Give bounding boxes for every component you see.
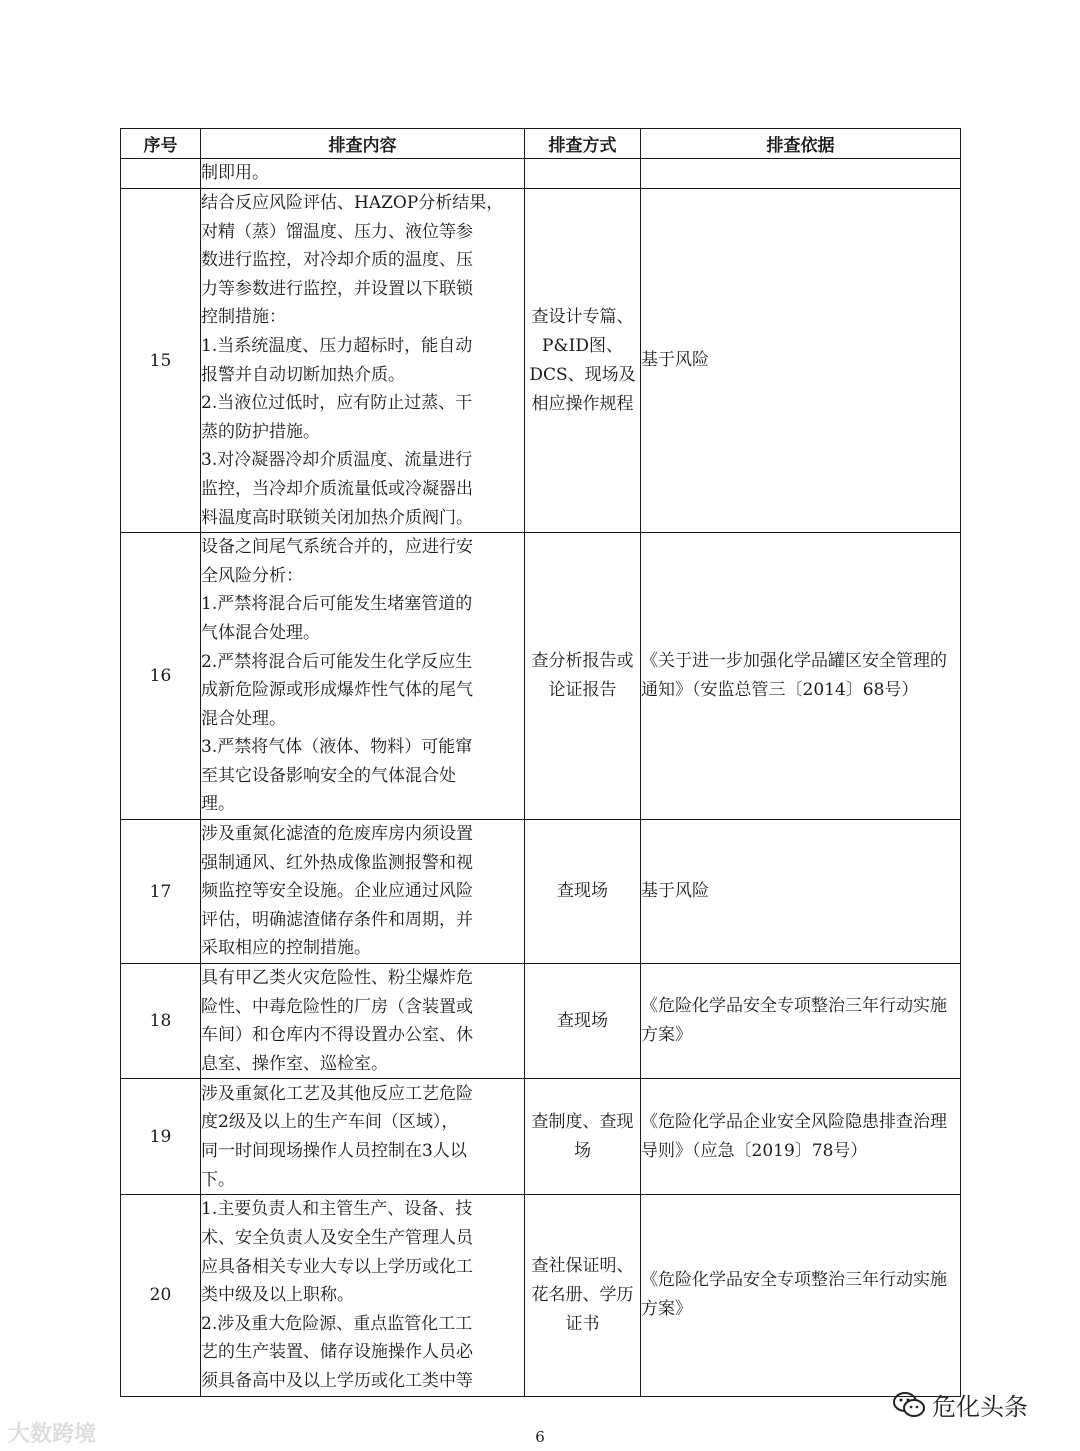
- row-number: 19: [121, 1079, 201, 1195]
- header-method: 排查方式: [525, 129, 641, 159]
- content-line: 2.当液位过低时，应有防止过蒸、干: [201, 393, 473, 414]
- content-line: 3.严禁将气体（液体、物料）可能窜: [201, 737, 473, 758]
- continuation-content: [201, 159, 525, 189]
- content-line: 1.主要负责人和主管生产、设备、技: [201, 1199, 473, 1220]
- row-basis: 《危险化学品企业安全风险隐患排查治理导则》（应急〔2019〕78号）: [641, 1079, 961, 1195]
- row-method: 查现场: [525, 964, 641, 1079]
- row-method: 查现场: [525, 820, 641, 964]
- content-line: 至其它设备影响安全的气体混合处: [201, 765, 456, 786]
- content-line: 数进行监控，对冷却介质的温度、压: [201, 250, 473, 271]
- row-number: 18: [121, 964, 201, 1079]
- row-content: [201, 1079, 525, 1195]
- content-line: 术、安全负责人及安全生产管理人员: [201, 1228, 473, 1248]
- row-method: 查制度、查现场: [525, 1079, 641, 1195]
- row-number: 17: [121, 820, 201, 964]
- content-line: 1.当系统温度、压力超标时，能自动: [201, 335, 473, 356]
- row-basis: 基于风险: [641, 820, 961, 964]
- content-line: 下。: [201, 1169, 235, 1190]
- content-line: 1.严禁将混合后可能发生堵塞管道的: [201, 594, 473, 615]
- content-line: 评估，明确滤渣储存条件和周期，并: [201, 909, 473, 930]
- content-line: 成新危险源或形成爆炸性气体的尾气: [201, 680, 473, 701]
- continuation-row: [121, 159, 961, 189]
- content-line: 具有甲乙类火灾危险性、粉尘爆炸危: [201, 968, 473, 989]
- continuation-method: [525, 159, 641, 189]
- content-line: 强制通风、红外热成像监测报警和视: [201, 852, 473, 873]
- content-line: 2.严禁将混合后可能发生化学反应生: [201, 651, 473, 672]
- content-line: 设备之间尾气系统合并的，应进行安: [201, 537, 473, 558]
- content-line: 息室、操作室、巡检室。: [201, 1053, 388, 1074]
- header-basis: 排查依据: [641, 129, 961, 159]
- content-line: 2.涉及重大危险源、重点监管化工工: [201, 1313, 473, 1334]
- content-line: 混合处理。: [201, 708, 286, 729]
- row-number: 16: [121, 533, 201, 820]
- row-method: 查分析报告或论证报告: [525, 533, 641, 820]
- row-basis: 《危险化学品安全专项整治三年行动实施方案》: [641, 964, 961, 1079]
- table-row: [121, 964, 961, 1079]
- wechat-icon: [892, 1390, 926, 1420]
- content-line: 频监控等安全设施。企业应通过风险: [201, 881, 473, 902]
- content-line: 涉及重氮化工艺及其他反应工艺危险: [201, 1083, 473, 1104]
- table-row: [121, 820, 961, 964]
- row-number: 20: [121, 1195, 201, 1396]
- header-row: [121, 129, 961, 159]
- content-line: 报警并自动切断加热介质。: [201, 364, 405, 385]
- row-content: [201, 533, 525, 820]
- content-line: 控制措施：: [201, 307, 286, 328]
- content-line: 蒸的防护措施。: [201, 421, 320, 442]
- content-line: 类中级及以上职称。: [201, 1285, 354, 1306]
- row-content: [201, 1195, 525, 1396]
- content-line: 涉及重氮化滤渣的危废库房内须设置: [201, 824, 473, 845]
- content-line: 料温度高时联锁关闭加热介质阀门。: [201, 507, 473, 528]
- continuation-no: [121, 159, 201, 189]
- watermark-right: [892, 1387, 1028, 1422]
- continuation-basis: [641, 159, 961, 189]
- table-row: [121, 1079, 961, 1195]
- content-line: 险性、中毒危险性的厂房（含装置或: [201, 996, 473, 1017]
- table-row: [121, 1195, 961, 1396]
- row-basis: 《关于进一步加强化学品罐区安全管理的通知》（安监总管三〔2014〕68号）: [641, 533, 961, 820]
- content-line: 力等参数进行监控，并设置以下联锁: [201, 278, 473, 299]
- table-row: [121, 533, 961, 820]
- row-content: [201, 964, 525, 1079]
- inspection-table: [120, 128, 961, 1397]
- row-number: 15: [121, 189, 201, 533]
- row-content: [201, 820, 525, 964]
- content-line: 同一时间现场操作人员控制在3人以: [201, 1140, 467, 1161]
- content-line: 须具备高中及以上学历或化工类中等: [201, 1370, 473, 1391]
- content-line: 对精（蒸）馏温度、压力、液位等参: [201, 221, 473, 242]
- table-row: [121, 189, 961, 533]
- header-content: 排查内容: [201, 129, 525, 159]
- row-basis: 《危险化学品安全专项整治三年行动实施方案》: [641, 1195, 961, 1396]
- row-content: [201, 189, 525, 533]
- content-line: 度2级及以上的生产车间（区域），: [201, 1112, 459, 1133]
- content-line: 监控，当冷却介质流量低或冷凝器出: [201, 478, 473, 499]
- content-line: 采取相应的控制措施。: [201, 938, 371, 959]
- content-line: 全风险分析：: [201, 565, 303, 586]
- content-line: 制即用。: [201, 163, 269, 184]
- content-line: 3.对冷凝器冷却介质温度、流量进行: [201, 450, 473, 471]
- content-line: 应具备相关专业大专以上学历或化工: [201, 1256, 473, 1277]
- content-line: 结合反应风险评估、HAZOP分析结果，: [201, 193, 504, 213]
- row-method: 查设计专篇、P&ID图、DCS、现场及相应操作规程: [525, 189, 641, 533]
- content-line: 艺的生产装置、储存设施操作人员必: [201, 1342, 473, 1363]
- header-no: 序号: [121, 129, 201, 159]
- watermark-right-text: 危化头条: [932, 1393, 1028, 1421]
- watermark-left-text: 大数跨境: [8, 1422, 97, 1447]
- content-line: 气体混合处理。: [201, 622, 320, 643]
- content-line: 车间）和仓库内不得设置办公室、休: [201, 1025, 473, 1046]
- row-method: 查社保证明、花名册、学历证书: [525, 1195, 641, 1396]
- page-number: 6: [535, 1428, 545, 1446]
- content-line: 理。: [201, 794, 235, 815]
- row-basis: 基于风险: [641, 189, 961, 533]
